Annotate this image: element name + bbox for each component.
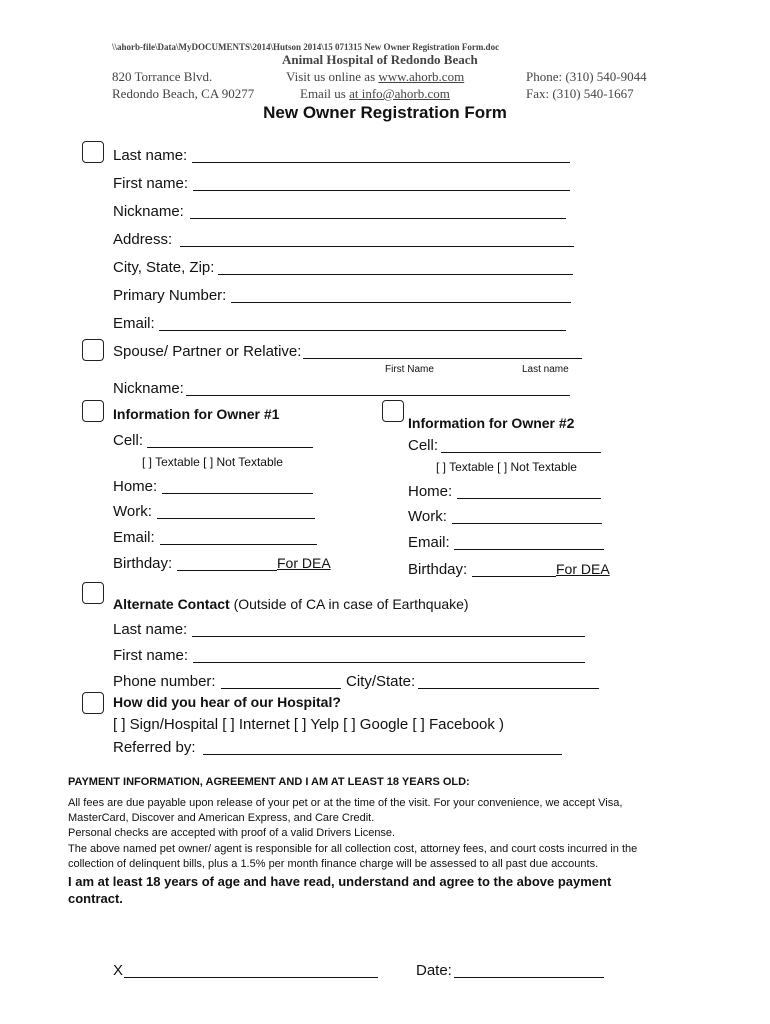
address-label: Address: bbox=[113, 231, 173, 248]
website-link[interactable]: www.ahorb.com bbox=[378, 69, 465, 84]
alternate-phone-label: Phone number: bbox=[113, 673, 216, 690]
owner1-cell-label: Cell: bbox=[113, 432, 144, 449]
referred-by-label: Referred by: bbox=[113, 739, 196, 756]
email-field[interactable] bbox=[159, 330, 566, 331]
alternate-phone-field[interactable] bbox=[221, 688, 341, 689]
owner1-home-field[interactable] bbox=[162, 493, 313, 494]
payment-text-2: MasterCard, Discover and American Express, and Care Credit. bbox=[68, 812, 375, 824]
owner1-work-field[interactable] bbox=[157, 518, 315, 519]
payment-text-4: The above named pet owner/ agent is responsible for all collection cost, attorney fees, and court costs incurred in the bbox=[68, 843, 638, 855]
owner2-cell-label: Cell: bbox=[408, 437, 439, 454]
fax: Fax: (310) 540-1667 bbox=[526, 86, 634, 101]
alternate-heading-bold: Alternate Contact bbox=[113, 596, 230, 612]
spouse-nickname-field[interactable] bbox=[186, 395, 570, 396]
owner1-birthday-field[interactable] bbox=[177, 570, 277, 571]
page-title: New Owner Registration Form bbox=[263, 103, 507, 122]
primary-number-label: Primary Number: bbox=[113, 287, 227, 304]
agreement-line-2: contract. bbox=[68, 891, 123, 906]
owner1-home-label: Home: bbox=[113, 478, 158, 495]
owner1-email-field[interactable] bbox=[160, 544, 317, 545]
alternate-heading bbox=[113, 596, 469, 612]
nickname-label: Nickname: bbox=[113, 203, 184, 220]
owner1-textable-options[interactable]: [ ] Textable [ ] Not Textable bbox=[142, 455, 283, 469]
payment-text-5: collection of delinquent bills, plus a 1.5% per month finance charge will be assessed to all past due accounts. bbox=[68, 858, 599, 870]
primary-number-field[interactable] bbox=[231, 302, 571, 303]
owner1-work-label: Work: bbox=[113, 503, 152, 520]
first-name-label: First name: bbox=[113, 175, 189, 192]
alternate-city-state-label: City/State: bbox=[346, 673, 416, 690]
owner2-for-dea: For DEA bbox=[556, 561, 610, 577]
owner1-checkbox[interactable] bbox=[82, 400, 104, 422]
alternate-first-name-field[interactable] bbox=[193, 662, 585, 663]
referral-checkbox[interactable] bbox=[82, 692, 104, 714]
email-line bbox=[300, 86, 450, 102]
address-line2: Redondo Beach, CA 90277 bbox=[112, 86, 255, 101]
email-link[interactable]: at info@ahorb.com bbox=[349, 86, 450, 101]
owner2-home-label: Home: bbox=[408, 483, 453, 500]
payment-heading: PAYMENT INFORMATION, AGREEMENT AND I AM AT LEAST 18 YEARS OLD: bbox=[68, 776, 470, 788]
referral-options[interactable]: [ ] Sign/Hospital [ ] Internet [ ] Yelp [ ] Google [ ] Facebook ) bbox=[113, 716, 505, 733]
owner2-textable-options[interactable]: [ ] Textable [ ] Not Textable bbox=[436, 460, 577, 474]
city-state-zip-field[interactable] bbox=[218, 274, 573, 275]
spouse-label: Spouse/ Partner or Relative: bbox=[113, 343, 302, 360]
owner2-home-field[interactable] bbox=[457, 498, 601, 499]
city-state-zip-label: City, State, Zip: bbox=[113, 259, 215, 276]
payment-text-1: All fees are due payable upon release of your pet or at the time of the visit. For your convenience, we accept Visa, bbox=[68, 797, 623, 809]
agreement-line-1: I am at least 18 years of age and have read, understand and agree to the above payment bbox=[68, 874, 612, 889]
alternate-first-name-label: First name: bbox=[113, 647, 189, 664]
email-prefix: Email us bbox=[300, 86, 350, 101]
referral-heading: How did you hear of our Hospital? bbox=[113, 694, 341, 710]
owner2-birthday-label: Birthday: bbox=[408, 561, 468, 578]
spouse-checkbox[interactable] bbox=[82, 339, 104, 361]
first-name-field[interactable] bbox=[193, 190, 570, 191]
alternate-heading-rest: (Outside of CA in case of Earthquake) bbox=[229, 596, 469, 612]
spouse-field[interactable] bbox=[303, 358, 582, 359]
nickname-field[interactable] bbox=[190, 218, 566, 219]
spouse-first-name-caption: First Name bbox=[385, 364, 434, 375]
spouse-last-name-caption: Last name bbox=[522, 364, 569, 375]
owner1-heading: Information for Owner #1 bbox=[113, 406, 280, 422]
website-line bbox=[286, 69, 464, 85]
alternate-checkbox[interactable] bbox=[82, 582, 104, 604]
payment-text-3: Personal checks are accepted with proof of a valid Drivers License. bbox=[68, 827, 396, 839]
last-name-label: Last name: bbox=[113, 147, 188, 164]
owner1-cell-field[interactable] bbox=[147, 447, 313, 448]
owner2-email-field[interactable] bbox=[454, 549, 604, 550]
referred-by-field[interactable] bbox=[203, 754, 562, 755]
file-path: \\ahorb-file\Data\MyDOCUMENTS\2014\Hutson 2014\15 071315 New Owner Registration Form.doc bbox=[112, 42, 500, 52]
spouse-nickname-label: Nickname: bbox=[113, 380, 184, 397]
alternate-last-name-label: Last name: bbox=[113, 621, 188, 638]
owner2-cell-field[interactable] bbox=[441, 452, 601, 453]
owner-checkbox[interactable] bbox=[82, 141, 104, 163]
hospital-name: Animal Hospital of Redondo Beach bbox=[282, 52, 478, 67]
signature-field[interactable] bbox=[124, 977, 378, 978]
owner2-heading: Information for Owner #2 bbox=[408, 415, 575, 431]
alternate-city-state-field[interactable] bbox=[418, 688, 599, 689]
owner2-checkbox[interactable] bbox=[382, 400, 404, 422]
owner2-birthday-field[interactable] bbox=[472, 576, 556, 577]
date-field[interactable] bbox=[454, 977, 604, 978]
address-line1: 820 Torrance Blvd. bbox=[112, 69, 213, 84]
owner1-for-dea: For DEA bbox=[277, 555, 331, 571]
owner1-birthday-label: Birthday: bbox=[113, 555, 173, 572]
website-prefix: Visit us online as bbox=[286, 69, 379, 84]
address-field[interactable] bbox=[180, 246, 574, 247]
date-label: Date: bbox=[416, 962, 452, 979]
signature-x-label: X bbox=[113, 962, 124, 979]
alternate-last-name-field[interactable] bbox=[192, 636, 585, 637]
email-label: Email: bbox=[113, 315, 155, 332]
owner1-email-label: Email: bbox=[113, 529, 155, 546]
last-name-field[interactable] bbox=[192, 162, 570, 163]
phone: Phone: (310) 540-9044 bbox=[526, 69, 647, 84]
owner2-work-field[interactable] bbox=[452, 523, 602, 524]
owner2-email-label: Email: bbox=[408, 534, 450, 551]
owner2-work-label: Work: bbox=[408, 508, 447, 525]
